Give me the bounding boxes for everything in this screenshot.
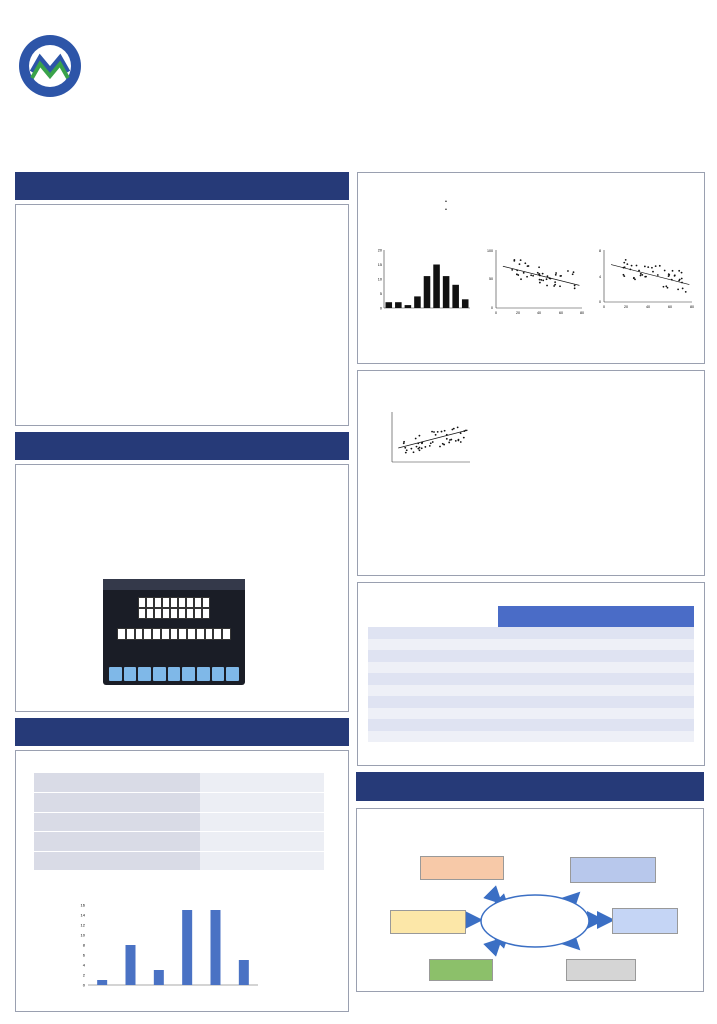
c_edss-point <box>664 270 666 272</box>
c_edss-point <box>677 288 679 290</box>
demographics-label <box>34 773 200 793</box>
cogeval-test-symbol <box>205 628 214 640</box>
corr-col-blank <box>368 606 498 627</box>
s_wb-point <box>435 434 437 436</box>
s_wb-point <box>413 451 415 453</box>
cogeval-test-symbol <box>117 628 126 640</box>
c_edss-point <box>657 274 659 276</box>
cogeval-test-symbol <box>143 628 152 640</box>
pst-bar <box>395 302 402 308</box>
c_age-tick: 60 <box>559 311 563 315</box>
cogeval-symbol <box>154 597 162 608</box>
c_edss-tick: 20 <box>624 305 628 309</box>
correlation-row <box>368 731 694 743</box>
c_edss-point <box>663 286 665 288</box>
cogeval-test-symbol <box>222 628 231 640</box>
dmd-y-tick: 0 <box>82 982 85 988</box>
demographics-row <box>34 812 324 832</box>
cogeval-test-symbol <box>161 628 170 640</box>
demographics-row <box>34 773 324 793</box>
cogeval-key-8[interactable] <box>212 667 225 681</box>
cogeval-test-symbol <box>187 628 196 640</box>
cortical-gray-chart <box>362 491 478 571</box>
correlation-label <box>368 673 498 685</box>
c_edss-tick: 80 <box>690 305 694 309</box>
cogeval-symbol <box>162 597 170 608</box>
s_wb-point <box>432 441 434 443</box>
c_edss-point <box>644 276 646 278</box>
cogeval-test-row <box>117 628 231 640</box>
dmd-bar <box>126 945 136 985</box>
correlation-label <box>368 731 498 743</box>
s_wb-point <box>421 442 423 444</box>
c_age-point <box>573 271 575 273</box>
s_wb-point <box>463 437 465 439</box>
c_age-point <box>567 270 569 272</box>
c_edss-point <box>659 265 661 267</box>
c_age-tick: 0 <box>495 311 497 315</box>
s_wb-trend-line <box>398 430 467 448</box>
c_age-point <box>555 274 557 276</box>
intro-box <box>15 204 349 426</box>
correlation-coefficient <box>498 662 606 674</box>
cogeval-digit <box>186 608 194 619</box>
dmd-y-tick: 14 <box>80 912 85 918</box>
s_wb-point <box>404 447 406 449</box>
center-ellipse <box>481 895 589 947</box>
c_age-point <box>572 273 574 275</box>
c_edss-point <box>678 280 680 282</box>
section2-bullets <box>445 198 449 214</box>
correlation-row <box>368 662 694 674</box>
c_age-point <box>519 263 521 265</box>
c_edss-point <box>626 263 628 265</box>
c_edss-point <box>655 265 657 267</box>
correlation-row <box>368 696 694 708</box>
c_age-point <box>546 285 548 287</box>
demographics-label <box>34 793 200 813</box>
correlation-row <box>368 627 694 639</box>
cogeval-test-symbol <box>178 628 187 640</box>
s_wb-point <box>406 449 408 451</box>
correlation-label <box>368 696 498 708</box>
c_edss-tick: 40 <box>646 305 650 309</box>
s_wb-point <box>430 442 432 444</box>
cogeval-key-3[interactable] <box>138 667 151 681</box>
c_edss-point <box>668 273 670 275</box>
dmd-bar <box>182 910 192 985</box>
methods-heading <box>15 432 349 460</box>
dmd-y-tick: 8 <box>82 942 85 948</box>
c_edss-point <box>636 265 638 267</box>
demographics-value <box>200 773 324 793</box>
cogeval-key-4[interactable] <box>153 667 166 681</box>
white-matter-chart <box>490 396 606 476</box>
correlation-pvalue <box>606 696 694 708</box>
c_age-point <box>537 272 539 274</box>
pst-y-tick: 20 <box>377 248 382 253</box>
node-brain-volume <box>570 857 656 883</box>
dmd-bar <box>154 970 164 985</box>
correlation-pvalue <box>606 673 694 685</box>
s_wb-point <box>433 431 435 433</box>
demographics-label <box>34 812 200 832</box>
pst-bar <box>462 299 469 308</box>
correlation-label <box>368 685 498 697</box>
pst-bar <box>443 276 450 308</box>
cogeval-digit <box>202 608 210 619</box>
s_wb-point <box>448 442 450 444</box>
s_wb-point <box>437 431 439 433</box>
pst-bar <box>386 302 393 308</box>
correlation-coefficient <box>498 731 606 743</box>
hospital-logo <box>18 34 82 98</box>
s_wb-point <box>444 430 446 432</box>
cogeval-screen <box>103 579 245 685</box>
intro-heading <box>15 172 349 200</box>
dmd-y-tick: 4 <box>82 962 85 968</box>
demographics-row <box>34 832 324 852</box>
c_age-point <box>559 275 561 277</box>
c_edss-point <box>625 259 627 261</box>
c_edss-point <box>682 288 684 290</box>
c_edss-point <box>681 278 683 280</box>
cogeval-digit <box>138 608 146 619</box>
demographics-label <box>34 832 200 852</box>
pst-y-tick: 10 <box>377 277 382 282</box>
dmd-y-tick: 12 <box>80 922 85 928</box>
dmd-bar <box>211 910 221 985</box>
c_age-point <box>523 272 525 274</box>
c_age-point <box>574 287 576 289</box>
cogeval-digit <box>170 608 178 619</box>
c_edss-point <box>674 275 676 277</box>
pst-distribution-chart <box>362 232 478 332</box>
correlation-row <box>368 639 694 651</box>
c_age-point <box>539 279 541 281</box>
cogeval-test-symbol <box>135 628 144 640</box>
cogeval-key-5[interactable] <box>168 667 181 681</box>
correlation-label <box>368 662 498 674</box>
whole-brain-chart <box>362 398 478 478</box>
cogeval-digit <box>194 608 202 619</box>
cogeval-key-9[interactable] <box>226 667 239 681</box>
dmd-y-tick: 2 <box>82 972 85 978</box>
thalamus-chart <box>490 491 606 571</box>
correlation-coefficient <box>498 627 606 639</box>
demographics-table <box>34 773 324 871</box>
s_wb-point <box>415 438 417 440</box>
correlation-pvalue <box>606 650 694 662</box>
cogeval-key-1[interactable] <box>109 667 122 681</box>
s_wb-point <box>403 442 405 444</box>
c_edss-point <box>638 270 640 272</box>
demographics-value <box>200 832 324 852</box>
demographics-value <box>200 812 324 832</box>
correlation-pvalue <box>606 662 694 674</box>
correlation-row <box>368 673 694 685</box>
c_age-point <box>542 279 544 281</box>
cogeval-key-2[interactable] <box>124 667 137 681</box>
cogeval-symbol <box>186 597 194 608</box>
cogeval-symbol <box>194 597 202 608</box>
dmd-bar-chart <box>70 893 270 993</box>
pst-bar <box>424 276 431 308</box>
correlation-label <box>368 650 498 662</box>
c_age-point <box>542 273 544 275</box>
correlation-coefficient <box>498 719 606 731</box>
c_edss-tick: 8 <box>599 249 601 253</box>
c_edss-point <box>623 275 625 277</box>
correlation-pvalue <box>606 639 694 651</box>
s_wb-point <box>457 426 459 428</box>
node-bicams <box>390 910 466 934</box>
cogeval-digit <box>178 608 186 619</box>
cogeval-test-symbol <box>170 628 179 640</box>
cogeval-title-bar <box>103 579 245 590</box>
s_wb-point <box>403 441 405 443</box>
c_edss-point <box>651 267 653 269</box>
c_age-point <box>532 275 534 277</box>
dmd-bar <box>97 980 107 985</box>
cogeval-digit <box>154 608 162 619</box>
c_age-point <box>559 285 561 287</box>
correlation-label <box>368 719 498 731</box>
cogeval-key-7[interactable] <box>197 667 210 681</box>
s_wb-point <box>450 439 452 441</box>
c_edss-tick: 0 <box>603 305 605 309</box>
correlation-label <box>368 708 498 720</box>
pst-bar <box>433 265 440 309</box>
correlation-row <box>368 685 694 697</box>
c_edss-point <box>665 285 667 287</box>
c_edss-point <box>685 291 687 293</box>
node-qol <box>612 908 678 934</box>
cogeval-symbol <box>146 597 154 608</box>
correlation-coefficient <box>498 685 606 697</box>
bullet-2: • <box>445 207 449 213</box>
pst-bar <box>405 305 412 308</box>
correlation-row <box>368 708 694 720</box>
correlation-table <box>368 606 694 742</box>
c_age-point <box>517 274 519 276</box>
s_wb-point <box>429 445 431 447</box>
c_age-point <box>526 276 528 278</box>
cogeval-symbol <box>202 597 210 608</box>
s_wb-point <box>458 439 460 441</box>
correlation-coefficient <box>498 650 606 662</box>
c_edss-point <box>633 277 635 279</box>
c_age-point <box>555 272 557 274</box>
c_edss-point <box>644 266 646 268</box>
cogeval-key-6[interactable] <box>182 667 195 681</box>
s_wb-point <box>417 448 419 450</box>
c_edss-point <box>667 287 669 289</box>
demographics-value <box>200 793 324 813</box>
s_wb-point <box>446 438 448 440</box>
c_age-point <box>527 265 529 267</box>
cogeval-symbol <box>178 597 186 608</box>
s_wb-point <box>431 431 433 433</box>
correlation-pvalue <box>606 627 694 639</box>
demographics-row <box>34 793 324 813</box>
c_age-point <box>546 278 548 280</box>
s_wb-point <box>421 447 423 449</box>
node-physical-disability <box>420 856 504 880</box>
cogeval-digit <box>162 608 170 619</box>
c_age-tick: 50 <box>489 277 493 281</box>
pst-y-tick: 15 <box>377 263 382 267</box>
node-depression <box>566 959 636 981</box>
s_wb-point <box>460 432 462 434</box>
c_edss-point <box>623 262 625 264</box>
s_wb-point <box>441 431 443 433</box>
c_edss-point <box>681 272 683 274</box>
correlation-pvalue <box>606 719 694 731</box>
s_wb-point <box>410 448 412 450</box>
c_age-point <box>547 275 549 277</box>
c_edss-point <box>678 270 680 272</box>
s_wb-point <box>419 449 421 451</box>
discussion-heading <box>356 772 704 801</box>
c_age-point <box>520 278 522 280</box>
c_age-point <box>554 284 556 286</box>
c_age-point <box>524 262 526 264</box>
cogeval-test-symbol <box>213 628 222 640</box>
c_age-point <box>554 281 556 283</box>
c_edss-point <box>641 274 643 276</box>
corr-col-pvalue <box>606 606 694 627</box>
dmd-y-tick: 16 <box>80 902 85 908</box>
c_edss-point <box>652 271 654 273</box>
s_wb-point <box>442 443 444 445</box>
results-heading <box>15 718 349 746</box>
c_age-tick: 100 <box>487 249 493 253</box>
pst-bar <box>452 285 459 308</box>
c_age-point <box>513 259 515 261</box>
correlation-coefficient <box>498 639 606 651</box>
node-fatigue <box>429 959 493 981</box>
demographics-value <box>200 851 324 871</box>
s_wb-point <box>451 429 453 431</box>
pst-y-tick: 5 <box>379 292 382 296</box>
cogeval-keypad <box>109 667 239 681</box>
cogeval-symbol <box>138 597 146 608</box>
c_age-point <box>538 266 540 268</box>
correlation-label <box>368 627 498 639</box>
cogeval-digit <box>146 608 154 619</box>
cogeval-key-table <box>138 597 210 619</box>
cogeval-test-symbol <box>152 628 161 640</box>
c_edss-point <box>647 266 649 268</box>
s_wb-point <box>455 440 457 442</box>
dmd-bar <box>239 960 249 985</box>
c_age-tick: 40 <box>537 311 541 315</box>
s_wb-point <box>405 452 407 454</box>
dmd-y-tick: 10 <box>80 932 85 938</box>
c_age-point <box>539 282 541 284</box>
dmd-y-tick: 6 <box>82 952 85 958</box>
t2-lesion-chart <box>610 491 702 571</box>
correlation-coefficient <box>498 696 606 708</box>
s_wb-point <box>460 441 462 443</box>
c_edss-tick: 4 <box>599 275 601 279</box>
c_age-point <box>520 259 522 261</box>
c_edss-tick: 0 <box>599 300 601 304</box>
cogeval-test-symbol <box>126 628 135 640</box>
c_age-tick: 80 <box>580 311 584 315</box>
pst-age-chart <box>476 232 588 332</box>
demographics-row <box>34 851 324 871</box>
s_wb-point <box>419 435 421 437</box>
c_age-tick: 0 <box>491 306 493 310</box>
correlation-label <box>368 639 498 651</box>
pst-edss-chart <box>586 232 701 332</box>
cogeval-symbol <box>170 597 178 608</box>
c_edss-point <box>631 265 633 267</box>
c_edss-point <box>640 275 642 277</box>
c_age-point <box>574 285 576 287</box>
c_edss-tick: 60 <box>668 305 672 309</box>
correlation-pvalue <box>606 685 694 697</box>
c_edss-point <box>640 273 642 275</box>
cogeval-test-symbol <box>196 628 205 640</box>
c_age-tick: 20 <box>516 311 520 315</box>
c_edss-point <box>672 270 674 272</box>
pst-y-tick: 0 <box>379 306 382 311</box>
corr-col-coefficient <box>498 606 606 627</box>
s_wb-point <box>416 446 418 448</box>
s_wb-point <box>439 446 441 448</box>
correlation-coefficient <box>498 673 606 685</box>
correlation-coefficient <box>498 708 606 720</box>
c_age-point <box>511 269 513 271</box>
pst-bar <box>414 296 421 308</box>
bullet-1: • <box>445 199 449 205</box>
demographics-label <box>34 851 200 871</box>
c_age-trend-line <box>503 266 580 285</box>
c_age-point <box>540 279 542 281</box>
correlation-pvalue <box>606 708 694 720</box>
correlation-pvalue <box>606 731 694 743</box>
s_wb-point <box>424 446 426 448</box>
correlation-row <box>368 719 694 731</box>
c_age-point <box>530 274 532 276</box>
correlation-row <box>368 650 694 662</box>
